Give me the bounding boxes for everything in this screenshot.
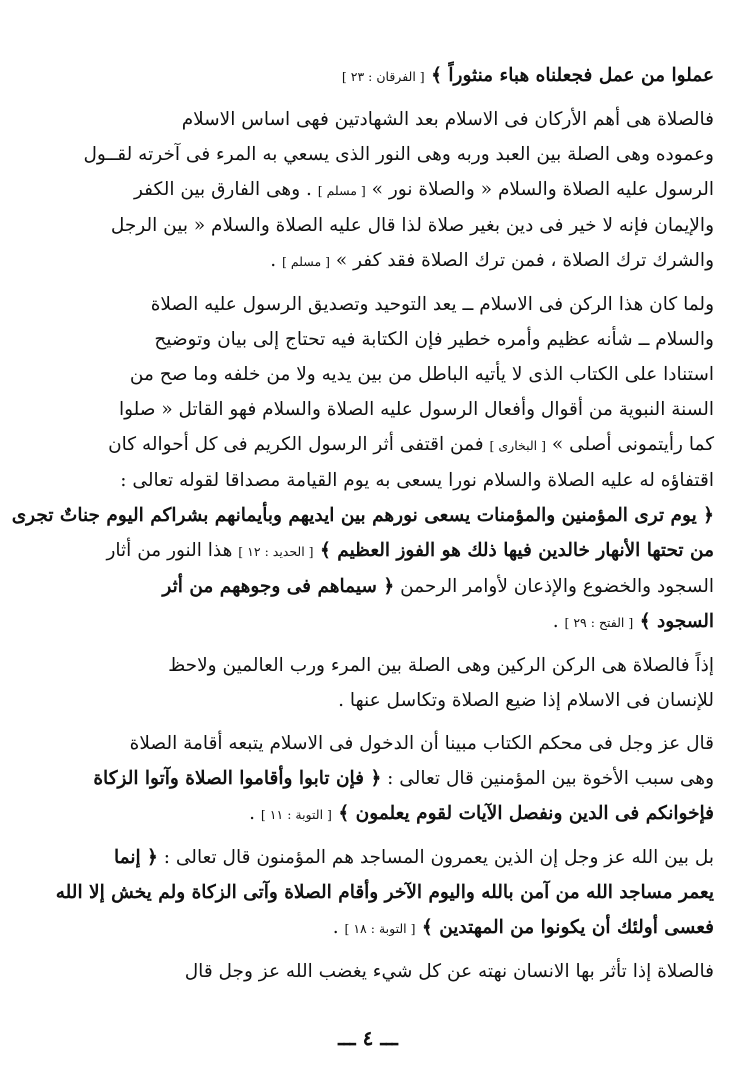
body-text: . [332, 917, 345, 938]
text-line [96, 243, 714, 279]
body-text: فالصلاة إذا تأثر بها الانسان نهته عن كل شيء يغضب الله عز وجل قال [184, 961, 714, 982]
text-line [96, 58, 714, 94]
body-text: . [249, 803, 261, 824]
quran-verse: السجود ﴾ [633, 611, 714, 632]
body-text: اقتفاؤه له عليه الصلاة والسلام نورا يسعى به يوم القيامة مصداقا لقوله تعالى : [120, 470, 714, 491]
text-line [96, 533, 714, 569]
text-line [96, 357, 714, 392]
page-number: ـــ ٤ ـــ [338, 1026, 398, 1050]
citation-reference: [ مسلم ] [282, 254, 331, 269]
citation-reference: [ التوبة : ١١ ] [260, 807, 332, 822]
text-line [96, 683, 714, 718]
body-text: هذا النور من أثار [106, 540, 239, 561]
page-body [11, 58, 714, 989]
quran-verse: ﴿ يوم ترى المؤمنين والمؤمنات يسعى نورهم بين ايديهم وبأيمانهم بشراكم اليوم جناتٌ تجرى [11, 505, 714, 526]
body-text: . [552, 611, 565, 632]
citation-reference: [ التوبة : ١٨ ] [344, 921, 416, 936]
quran-verse: يعمر مساجد الله من آمن بالله واليوم الآخر وأقام الصلاة وآتى الزكاة ولم يخش إلا الله [55, 882, 714, 903]
body-text: الرسول عليه الصلاة والسلام « والصلاة نور » [365, 179, 714, 200]
text-line [83, 137, 714, 172]
quran-verse: فإخوانكم فى الدين ونفصل الآيات لقوم يعلمون ﴾ [331, 803, 714, 824]
body-text: السنة النبوية من أقوال وأفعال الرسول عليه الصلاة والسلام فهو القاتل « صلوا [118, 399, 714, 420]
text-line [96, 648, 714, 683]
text-line [96, 287, 714, 322]
paragraph-gap [96, 94, 714, 102]
text-line [96, 726, 714, 761]
body-text: استنادا على الكتاب الذى لا يأتيه الباطل من بين يديه ولا من خلفه وما صح من [129, 364, 714, 385]
body-text: بل بين الله عز وجل إن الذين يعمرون المساجد هم المؤمنون قال تعالى : [157, 847, 714, 868]
text-line [96, 172, 714, 208]
text-line [96, 569, 714, 604]
text-line [96, 840, 714, 875]
quran-verse: فعسى أولئك أن يكونوا من المهتدين ﴾ [415, 917, 714, 938]
quran-verse: ﴿ سيماهم فى وجوههم من أثر [162, 576, 395, 597]
text-line [96, 427, 714, 463]
text-line [11, 498, 714, 533]
quran-verse: عملوا من عمل فجعلناه هباء منثوراً ﴾ [424, 65, 714, 86]
text-line [96, 796, 714, 832]
citation-reference: [ البخارى ] [489, 438, 546, 453]
body-text: والسلام ــ شأنه عظيم وأمره خطير فإن الكتابة فيه تحتاج إلى بيان وتوضيح [154, 329, 714, 350]
citation-reference: [ الحديد : ١٢ ] [238, 544, 314, 559]
body-text: وهى سبب الأخوة بين المؤمنين قال تعالى : [381, 768, 714, 789]
citation-reference: [ مسلم ] [317, 183, 366, 198]
text-line [93, 761, 714, 796]
body-text: للإنسان فى الاسلام إذا ضيع الصلاة وتكاسل عنها . [338, 690, 714, 711]
quran-verse: من تحتها الأنهار خالدين فيها ذلك هو الفوز العظيم ﴾ [313, 540, 714, 561]
citation-reference: [ الفتح : ٢٩ ] [564, 615, 634, 630]
body-text: والإيمان فإنه لا خير فى دين بغير صلاة لذا قال عليه الصلاة والسلام « بين الرجل [110, 215, 714, 236]
paragraph-gap [96, 718, 714, 726]
citation-reference: [ الفرقان : ٢٣ ] [341, 69, 425, 84]
body-text: والشرك ترك الصلاة ، فمن ترك الصلاة فقد كفر » [330, 250, 714, 271]
text-line [96, 954, 714, 989]
text-line [96, 910, 714, 946]
quran-verse: ﴿ إنما [113, 847, 158, 868]
body-text: . [270, 250, 282, 271]
text-line [96, 208, 714, 243]
paragraph-gap [96, 832, 714, 840]
text-line [96, 604, 714, 640]
body-text: وعموده وهى الصلة بين العبد وربه وهى النور الذى يسعي به المرء فى آخرته لقــول [83, 144, 714, 165]
text-line [96, 463, 714, 498]
body-text: السجود والخضوع والإذعان لأوامر الرحمن [394, 576, 714, 597]
body-text: كما رأيتمونى أصلى » [546, 434, 714, 455]
body-text: فالصلاة هى أهم الأركان فى الاسلام بعد الشهادتين فهى اساس الاسلام [181, 109, 714, 130]
text-line [96, 322, 714, 357]
paragraph-gap [96, 946, 714, 954]
text-line [96, 102, 714, 137]
quran-verse: ﴿ فإن تابوا وأقاموا الصلاة وآتوا الزكاة [93, 768, 382, 789]
paragraph-gap [96, 640, 714, 648]
body-text: إذاً فالصلاة هى الركن الركين وهى الصلة بين المرء ورب العالمين ولاحظ [168, 655, 714, 676]
body-text: . وهى الفارق بين الكفر [133, 179, 318, 200]
body-text: فمن اقتفى أثر الرسول الكريم فى كل أحواله كان [108, 434, 490, 455]
body-text: ولما كان هذا الركن فى الاسلام ــ يعد التوحيد وتصديق الرسول عليه الصلاة [150, 294, 714, 315]
text-line [96, 392, 714, 427]
text-line [55, 875, 714, 910]
body-text: قال عز وجل فى محكم الكتاب مبينا أن الدخول فى الاسلام يتبعه أقامة الصلاة [129, 733, 714, 754]
paragraph-gap [96, 279, 714, 287]
